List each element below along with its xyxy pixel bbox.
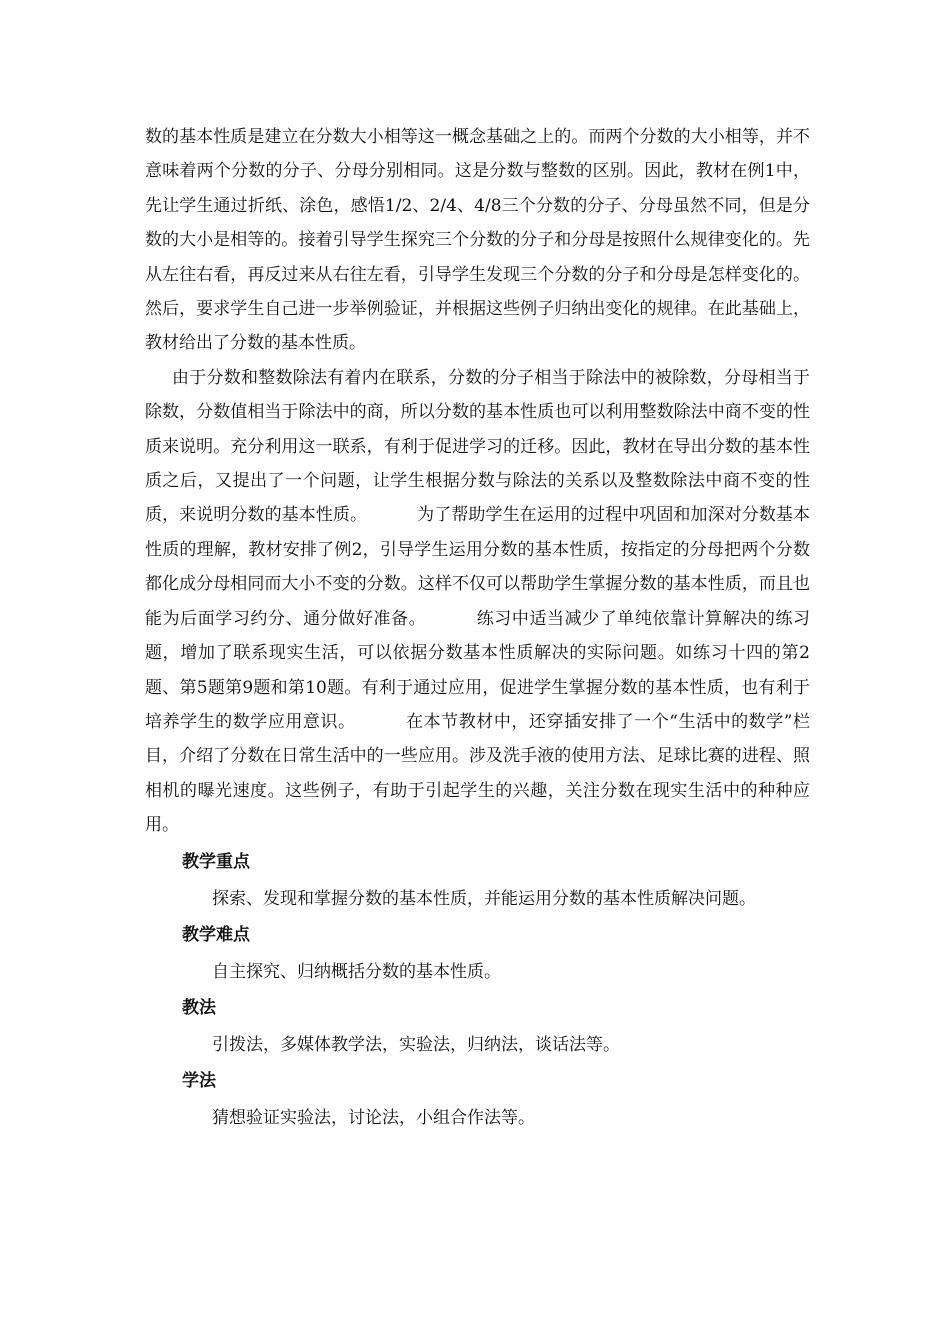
section-learning-methods-text: 猜想验证实验法，讨论法，小组合作法等。 xyxy=(212,1107,535,1128)
section-teaching-methods-title: 教法 xyxy=(182,997,216,1018)
section-difficulties-text: 自主探究、归纳概括分数的基本性质。 xyxy=(212,961,501,982)
paragraph-exercises-text: 练习中适当减少了单纯依靠计算解决的练习题，增加了联系现实生活，可以依据分数基本性质解决的实际问题。如练习十四的第2题、第5题第9题和第10题。有利于通过应用，促进学生掌握分数的基本性质，也有利于培养学生的数学应用意识。 xyxy=(145,608,811,732)
paragraph-life-math-text: 在本节教材中，还穿插安排了一个“生活中的数学”栏目，介绍了分数在日常生活中的一些应用。涉及洗手液的使用方法、足球比赛的进程、照相机的曝光速度。这些例子，有助于引起学生的兴趣，关注分数在现实生活中的种种应用。 xyxy=(145,711,811,836)
paragraph-intro-text: 数的基本性质是建立在分数大小相等这一概念基础之上的。而两个分数的大小相等，并不意味着两个分数的分子、分母分别相同。这是分数与整数的区别。因此，教材在例1中，先让学生通过折纸、涂色，感悟1/2、2/4、4/8三个分数的分子、分母虽然不同，但是分数的大小是相等的。接着引导学生探究三个分数的分子和分母是按照什么规律变化的。先从左往右看，再反过来从右往左看，引导学生发现三个分数的分子和分母是怎样变化的。然后，要求学生自己进一步举例验证，并根据这些例子归纳出变化的规律。在此基础上，教材给出了分数的基本性质。 xyxy=(145,127,810,354)
section-key-points-title: 教学重点 xyxy=(182,851,250,872)
section-learning-methods xyxy=(145,1065,810,1138)
paragraph-intro xyxy=(145,120,810,361)
section-difficulties-title: 教学难点 xyxy=(182,924,250,945)
paragraph-division-text: 由于分数和整数除法有着内在联系，分数的分子相当于除法中的被除数，分母相当于除数，分数值相当于除法中的商，所以分数的基本性质也可以利用整数除法中商不变的性质来说明。充分利用这一联系，有利于促进学习的迁移。因此，教材在导出分数的基本性质之后，又提出了一个问题，让学生根据分数与除法的关系以及整数除法中商不变的性质，来说明分数的基本性质。 xyxy=(145,367,810,526)
section-key-points xyxy=(145,846,810,919)
section-difficulties xyxy=(145,919,810,992)
section-learning-methods-title: 学法 xyxy=(182,1070,216,1091)
paragraph-example2-text: 为了帮助学生在运用的过程中巩固和加深对分数基本性质的理解，教材安排了例2，引导学生运用分数的基本性质，按指定的分母把两个分数都化成分母相同而大小不变的分数。这样不仅可以帮助学生掌握分数的基本性质，而且也能为后面学习约分、通分做好准备。 xyxy=(145,505,811,629)
section-teaching-methods xyxy=(145,992,810,1065)
lesson-sections xyxy=(145,846,810,1138)
section-teaching-methods-text: 引拨法，多媒体教学法，实验法，归纳法，谈话法等。 xyxy=(212,1034,620,1055)
document-page xyxy=(145,120,810,1138)
section-key-points-text: 探索、发现和掌握分数的基本性质，并能运用分数的基本性质解决问题。 xyxy=(212,888,756,909)
paragraph-body xyxy=(145,361,810,843)
